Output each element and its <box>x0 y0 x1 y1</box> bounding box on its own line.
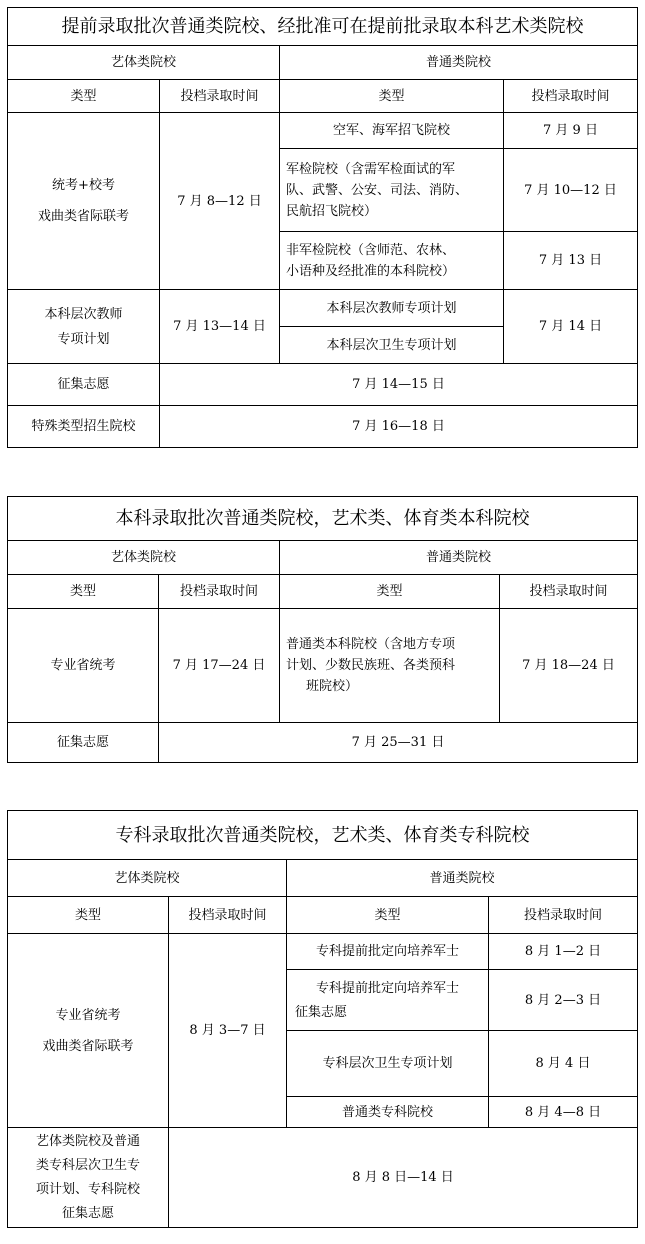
table-junior-college <box>7 810 638 1228</box>
general-time-cell: 7 月 10—12 日 <box>504 149 638 232</box>
col-type-header: 类型 <box>287 897 489 934</box>
general-time-cell: 8 月 2—3 日 <box>489 970 638 1031</box>
type-line: 计划、少数民族班、各类预科 <box>286 658 456 673</box>
type-line: 项计划、专科院校 <box>35 1181 140 1197</box>
general-time-cell: 8 月 4 日 <box>489 1031 638 1097</box>
art-schools-header: 艺体类院校 <box>8 46 280 80</box>
type-line: 征集志愿 <box>295 1004 348 1020</box>
general-schools-header: 普通类院校 <box>287 860 638 897</box>
type-line: 统考+校考 <box>52 178 115 193</box>
table-title: 本科录取批次普通类院校，艺术类、体育类本科院校 <box>8 497 638 541</box>
type-line: 艺体类院校及普通 <box>35 1133 140 1149</box>
col-type-header: 类型 <box>280 575 500 609</box>
table-undergraduate <box>7 496 638 763</box>
type-line: 非军检院校（含师范、农林、 <box>286 242 456 258</box>
general-type-cell <box>280 609 500 723</box>
art-type-cell <box>8 290 160 364</box>
table-title: 专科录取批次普通类院校，艺术类、体育类专科院校 <box>8 811 638 860</box>
art-time-cell: 7 月 13—14 日 <box>160 290 280 364</box>
general-schools-header: 普通类院校 <box>280 46 638 80</box>
type-line: 班院校） <box>306 679 359 694</box>
table-title: 提前录取批次普通类院校、经批准可在提前批录取本科艺术类院校 <box>8 8 638 46</box>
type-line: 队、武警、公安、司法、消防、 <box>286 182 469 198</box>
general-type-cell: 专科提前批定向培养军士 <box>287 934 489 970</box>
general-time-cell: 7 月 13 日 <box>504 232 638 290</box>
type-line: 小语种及经批准的本科院校） <box>286 263 456 279</box>
col-type-header: 类型 <box>8 80 160 113</box>
art-time-cell: 7 月 8—12 日 <box>160 113 280 290</box>
col-type-header: 类型 <box>280 80 504 113</box>
general-type-cell: 本科层次卫生专项计划 <box>280 327 504 364</box>
art-type-cell: 征集志愿 <box>8 364 160 406</box>
general-type-cell: 普通类专科院校 <box>287 1097 489 1128</box>
general-time-cell: 8 月 1—2 日 <box>489 934 638 970</box>
type-line: 征集志愿 <box>61 1205 114 1221</box>
art-schools-header: 艺体类院校 <box>8 541 280 575</box>
type-line: 戏曲类省际联考 <box>37 209 129 224</box>
type-line: 民航招飞院校） <box>286 203 378 219</box>
col-time-header: 投档录取时间 <box>489 897 638 934</box>
art-time-cell: 7 月 17—24 日 <box>159 609 280 723</box>
art-type-cell <box>8 1128 169 1228</box>
general-type-cell: 空军、海军招飞院校 <box>280 113 504 149</box>
type-line: 专项计划 <box>57 331 110 347</box>
col-type-header: 类型 <box>8 897 169 934</box>
col-time-header: 投档录取时间 <box>169 897 287 934</box>
art-schools-header: 艺体类院校 <box>8 860 287 897</box>
general-time-cell: 7 月 9 日 <box>504 113 638 149</box>
art-type-cell: 专业省统考 <box>8 609 159 723</box>
general-type-cell <box>287 970 489 1031</box>
time-cell: 7 月 16—18 日 <box>160 406 638 448</box>
art-type-cell: 征集志愿 <box>8 723 159 763</box>
art-type-cell <box>8 113 160 290</box>
table-early-admission <box>7 7 638 448</box>
col-time-header: 投档录取时间 <box>159 575 280 609</box>
general-time-cell: 7 月 14 日 <box>504 290 638 364</box>
col-type-header: 类型 <box>8 575 159 609</box>
type-line: 普通类本科院校（含地方专项 <box>286 637 456 652</box>
type-line: 类专科层次卫生专 <box>35 1157 140 1173</box>
type-line: 戏曲类省际联考 <box>42 1038 134 1054</box>
col-time-header: 投档录取时间 <box>160 80 280 113</box>
general-time-cell: 8 月 4—8 日 <box>489 1097 638 1128</box>
general-type-cell <box>280 232 504 290</box>
type-line: 专业省统考 <box>55 1007 121 1023</box>
general-type-cell <box>280 149 504 232</box>
time-cell: 8 月 8 日—14 日 <box>169 1128 638 1228</box>
type-line: 军检院校（含需军检面试的军 <box>286 161 456 177</box>
art-type-cell <box>8 934 169 1128</box>
general-type-cell: 专科层次卫生专项计划 <box>287 1031 489 1097</box>
time-cell: 7 月 25—31 日 <box>159 723 638 763</box>
col-time-header: 投档录取时间 <box>504 80 638 113</box>
type-line: 本科层次教师 <box>44 306 123 322</box>
time-cell: 7 月 14—15 日 <box>160 364 638 406</box>
art-type-cell: 特殊类型招生院校 <box>8 406 160 448</box>
art-time-cell: 8 月 3—7 日 <box>169 934 287 1128</box>
general-schools-header: 普通类院校 <box>280 541 638 575</box>
general-time-cell: 7 月 18—24 日 <box>500 609 638 723</box>
col-time-header: 投档录取时间 <box>500 575 638 609</box>
general-type-cell: 本科层次教师专项计划 <box>280 290 504 327</box>
type-line: 专科提前批定向培养军士 <box>315 980 459 996</box>
